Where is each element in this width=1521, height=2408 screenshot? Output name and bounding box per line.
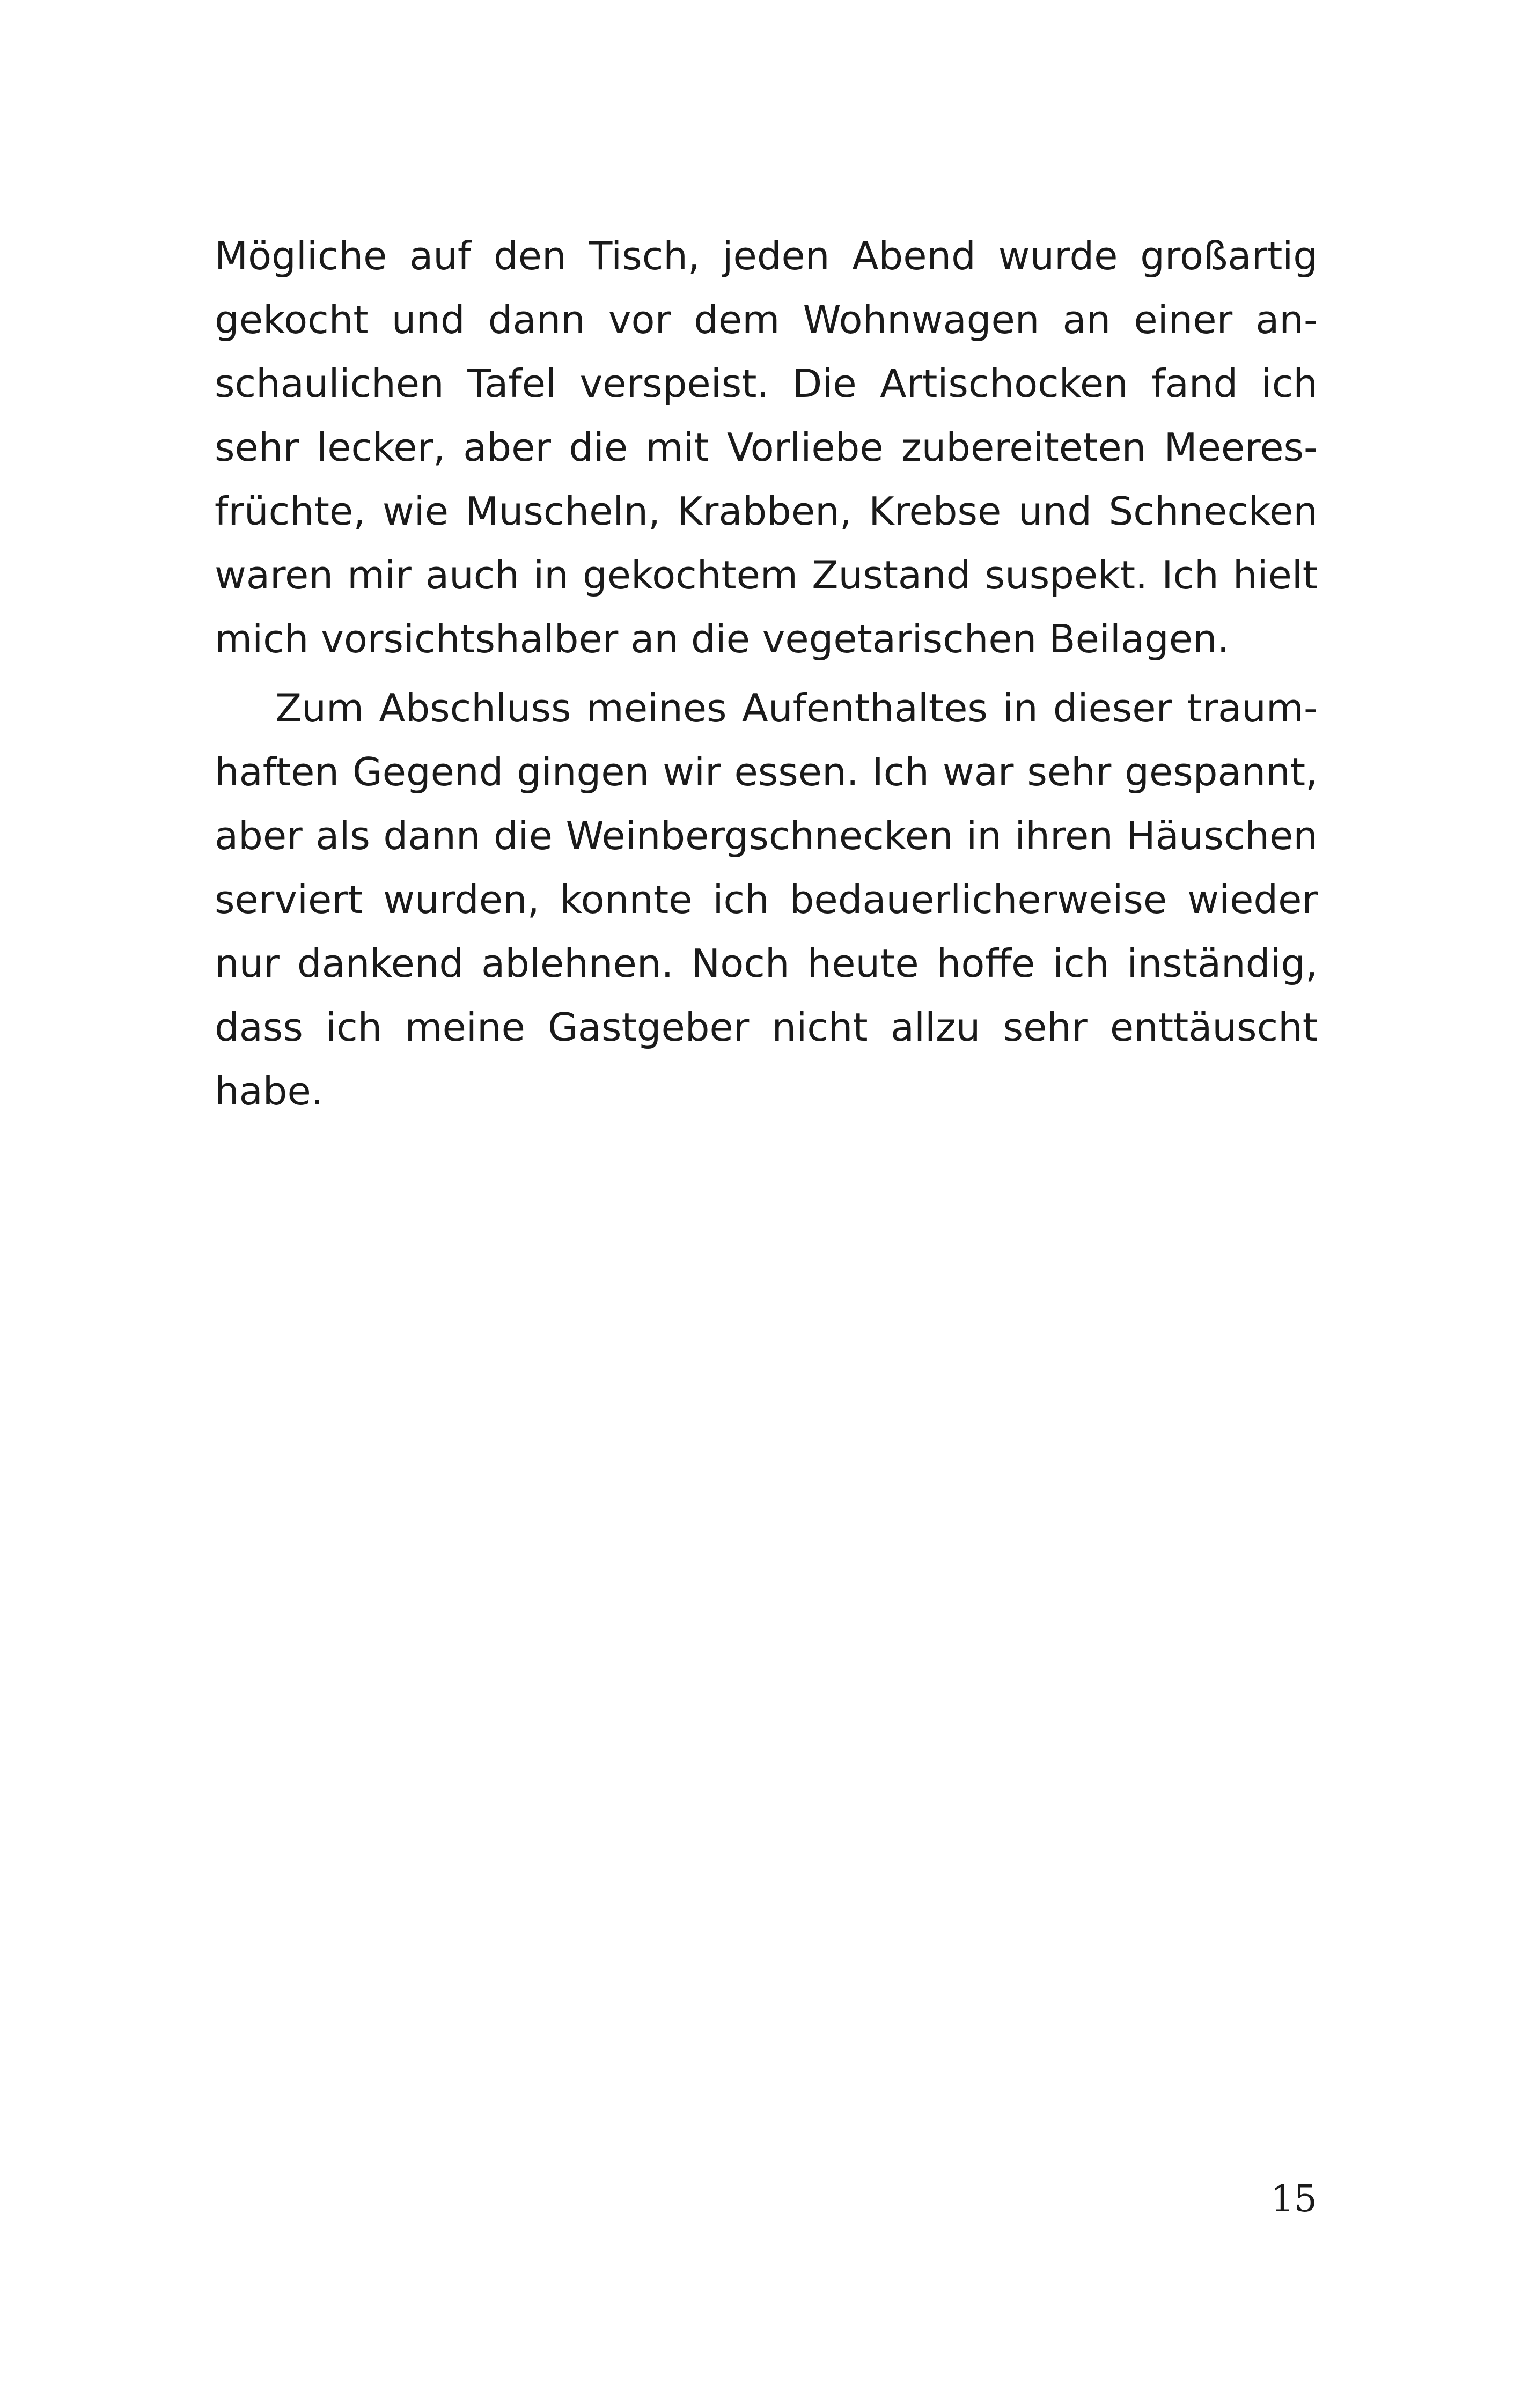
text-line: haften Gegend gingen wir essen. Ich war sehr gespannt, [215, 749, 1318, 794]
paragraph-spacer [215, 671, 1318, 676]
text-line: Mögliche auf den Tisch, jeden Abend wurde großartig [215, 233, 1318, 278]
body-text [215, 224, 1318, 1123]
text-line: früchte, wie Muscheln, Krabben, Krebse und Schnecken [215, 489, 1318, 534]
text-line: serviert wurden, konnte ich bedauerlicherweise wieder [215, 877, 1318, 922]
text-line: gekocht und dann vor dem Wohnwagen an einer an- [215, 297, 1318, 342]
paragraph-1 [215, 224, 1318, 671]
page-number: 15 [1270, 2178, 1317, 2220]
text-line: aber als dann die Weinbergschnecken in ihren Häuschen [215, 813, 1318, 858]
text-line: schaulichen Tafel verspeist. Die Artischocken fand ich [215, 361, 1318, 406]
text-line: sehr lecker, aber die mit Vorliebe zubereiteten Meeres- [215, 425, 1318, 470]
text-line: nur dankend ablehnen. Noch heute hoffe ich inständig, [215, 941, 1318, 986]
text-line: mich vorsichtshalber an die vegetarischen Beilagen. [215, 616, 1230, 661]
text-line: dass ich meine Gastgeber nicht allzu sehr enttäuscht [215, 1005, 1318, 1050]
paragraph-2 [215, 676, 1318, 1123]
text-line: habe. [215, 1069, 324, 1114]
text-line: Zum Abschluss meines Aufenthaltes in dieser traum- [275, 686, 1318, 731]
text-line: waren mir auch in gekochtem Zustand suspekt. Ich hielt [215, 553, 1318, 598]
